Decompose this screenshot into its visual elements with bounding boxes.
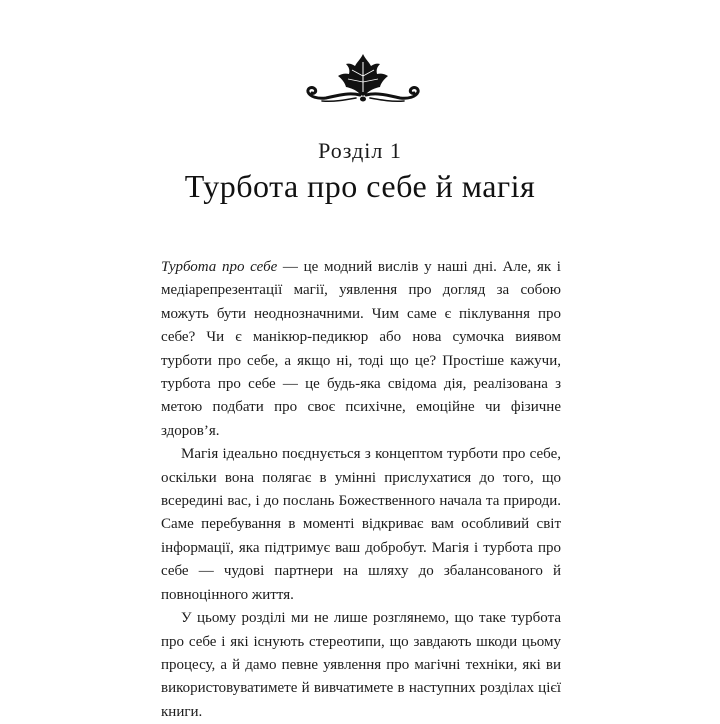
paragraph-2: Магія ідеально поєднується з концептом турботи про себе, оскільки вона полягає в умінні прислухатися до того, що всередині вас, і до послань Божественного начала та природи. Саме перебування в моменті відкриває вам особливий світ інформації, яка підтримує ваш добробут. Магія і турбота про себе — чудові партнери на шляху до збалансованого й повноцінного життя. bbox=[161, 446, 561, 603]
leaf-flourish-icon bbox=[300, 52, 426, 108]
paragraph-1-text: — це модний вислів у наші дні. Але, як і медіарепрезентації магії, уявлення про догляд за собою можуть бути неоднозначними. Чим саме є піклування про себе? Чи є манікюр-педикюр або нова сумочка виявом турботи про себе, а якщо ні, тоді що це? Простіше кажучи, турбота про себе — це будь-яка свідома дія, реалізована з метою подбати про своє психічне, емоційне чи фізичне здоров’я. bbox=[161, 259, 561, 439]
paragraph-3: У цьому розділі ми не лише розглянемо, що таке турбота про себе і які існують стереотипи, що завдають шкоди цьому процесу, а й дамо певне уявлення про магічні техніки, які ви використовуватимете й вивчатимете в наступних розділах цієї книги. bbox=[161, 610, 561, 720]
chapter-title: Турбота про себе й магія bbox=[184, 168, 536, 204]
paragraph-1-lead: Турбота про себе bbox=[161, 259, 278, 275]
chapter-label: Розділ 1 bbox=[318, 138, 402, 163]
paragraph-1 bbox=[161, 256, 561, 443]
chapter-body bbox=[161, 256, 561, 724]
